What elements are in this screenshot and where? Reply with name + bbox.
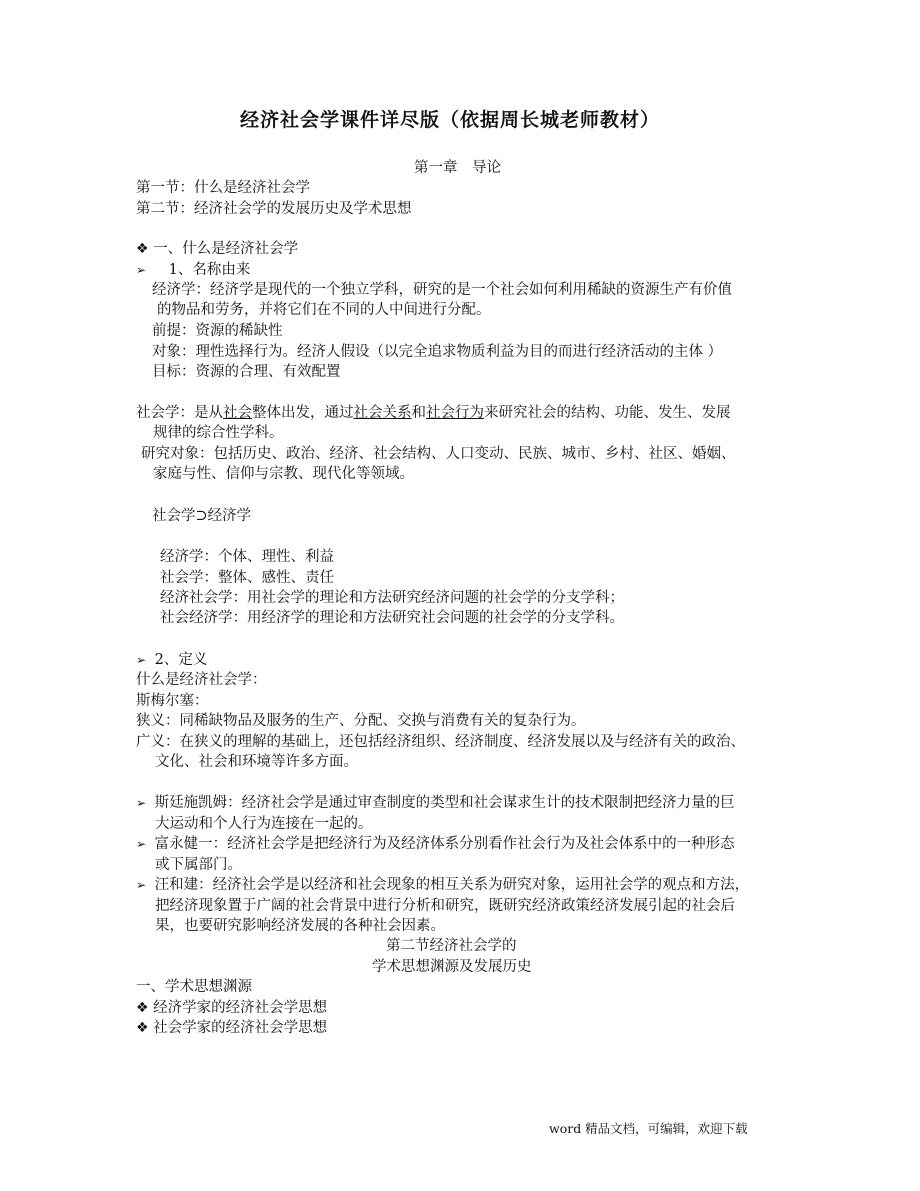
scholar-item bbox=[136, 794, 735, 812]
text-run: 社会学：是从 bbox=[136, 405, 223, 421]
paragraph-line: 大运动和个人行为连接在一起的。 bbox=[155, 816, 373, 832]
page-footer: word 精品文档，可编辑，欢迎下载 bbox=[549, 1121, 748, 1136]
arrow-bullet-icon: ➢ bbox=[136, 263, 147, 277]
paragraph-line: 规律的综合性学科。 bbox=[153, 425, 284, 441]
document-title: 经济社会学课件详尽版（依据周长城老师教材） bbox=[240, 109, 661, 131]
arrow-bullet-icon: ➢ bbox=[136, 837, 147, 851]
section-heading bbox=[136, 240, 298, 258]
scholar-item bbox=[136, 876, 749, 894]
sociology-definition bbox=[136, 404, 731, 422]
compare-line: 社会学：整体、感性、责任 bbox=[160, 570, 334, 586]
toc-item: 第二节：经济社会学的发展历史及学术思想 bbox=[136, 201, 412, 217]
scholar-item bbox=[136, 835, 735, 853]
paragraph-line: 把经济现象置于广阔的社会背景中进行分析和研究，既研究经济政策经济发展引起的社会后 bbox=[155, 898, 735, 914]
scholar-text: 富永健一：经济社会学是把经济行为及经济体系分别看作社会行为及社会体系中的一种形态 bbox=[154, 836, 735, 852]
text-run: 整体出发，通过 bbox=[252, 405, 354, 421]
subsection-heading-text: 2、定义 bbox=[154, 652, 208, 668]
compare-line: 经济学：个体、理性、利益 bbox=[160, 549, 334, 565]
paragraph-line: 文化、社会和环境等许多方面。 bbox=[155, 754, 358, 770]
paragraph-line: 什么是经济社会学： bbox=[136, 672, 267, 688]
section-heading-text: 一、什么是经济社会学 bbox=[153, 241, 299, 257]
diamond-bullet-icon: ❖ bbox=[136, 1000, 149, 1016]
list-item bbox=[136, 999, 327, 1017]
arrow-bullet-icon: ➢ bbox=[136, 878, 147, 892]
scholar-text: 斯廷施凯姆：经济社会学是通过审查制度的类型和社会谋求生计的技术限制把经济力量的巨 bbox=[154, 795, 735, 811]
diamond-bullet-icon: ❖ bbox=[136, 1020, 149, 1036]
scholar-text: 汪和建：经济社会学是以经济和社会现象的相互关系为研究对象，运用社会学的观点和方法， bbox=[154, 877, 750, 893]
section2-title: 学术思想渊源及发展历史 bbox=[372, 959, 532, 975]
paragraph-line: 目标：资源的合理、有效配置 bbox=[152, 364, 341, 380]
paragraph-line: 家庭与性、信仰与宗教、现代化等领域。 bbox=[153, 466, 414, 482]
relation-line: 社会学⊃经济学 bbox=[152, 508, 252, 524]
arrow-bullet-icon: ➢ bbox=[136, 796, 147, 810]
paragraph-line: 狭义：同稀缺物品及服务的生产、分配、交换与消费有关的复杂行为。 bbox=[136, 713, 586, 729]
paragraph-line: 一、学术思想渊源 bbox=[136, 979, 252, 995]
text-run: 来研究社会的结构、功能、发生、发展 bbox=[484, 405, 731, 421]
paragraph-line: 研究对象：包括历史、政治、经济、社会结构、人口变动、民族、城市、乡村、社区、婚姻、 bbox=[141, 446, 736, 462]
toc-item: 第一节：什么是经济社会学 bbox=[136, 180, 310, 196]
compare-line: 经济社会学：用社会学的理论和方法研究经济问题的社会学的分支学科； bbox=[160, 590, 624, 606]
underlined-term: 社会关系 bbox=[353, 405, 412, 421]
chapter-heading: 第一章 导论 bbox=[414, 160, 501, 176]
paragraph-line: 或下属部门。 bbox=[155, 857, 242, 873]
paragraph-line: 斯梅尔塞： bbox=[136, 693, 209, 709]
underlined-term: 社会 bbox=[223, 405, 252, 421]
list-item-text: 经济学家的经济社会学思想 bbox=[153, 1000, 328, 1016]
list-item-text: 社会学家的经济社会学思想 bbox=[153, 1020, 328, 1036]
text-run: 和 bbox=[411, 405, 426, 421]
subsection-heading bbox=[136, 651, 207, 669]
underlined-term: 社会行为 bbox=[426, 405, 484, 421]
subsection-heading bbox=[136, 261, 250, 279]
diamond-bullet-icon: ❖ bbox=[136, 241, 149, 257]
paragraph-line: 广义：在狭义的理解的基础上，还包括经济组织、经济制度、经济发展以及与经济有关的政治、 bbox=[136, 734, 745, 750]
subsection-heading-text: 1、名称由来 bbox=[168, 262, 251, 278]
list-item bbox=[136, 1019, 327, 1037]
paragraph-line: 前提：资源的稀缺性 bbox=[152, 323, 283, 339]
paragraph-line: 的物品和劳务，并将它们在不同的人中间进行分配。 bbox=[157, 302, 491, 318]
compare-line: 社会经济学：用经济学的理论和方法研究社会问题的社会学的分支学科。 bbox=[160, 610, 624, 626]
arrow-bullet-icon: ➢ bbox=[136, 653, 147, 667]
section2-title: 第二节经济社会学的 bbox=[386, 938, 517, 954]
paragraph-line: 经济学：经济学是现代的一个独立学科，研究的是一个社会如何利用稀缺的资源生产有价值 bbox=[152, 282, 732, 298]
paragraph-line: 对象：理性选择行为。经济人假设（以完全追求物质利益为目的而进行经济活动的主体 ） bbox=[152, 344, 723, 360]
paragraph-line: 果，也要研究影响经济发展的各种社会因素。 bbox=[155, 918, 445, 934]
